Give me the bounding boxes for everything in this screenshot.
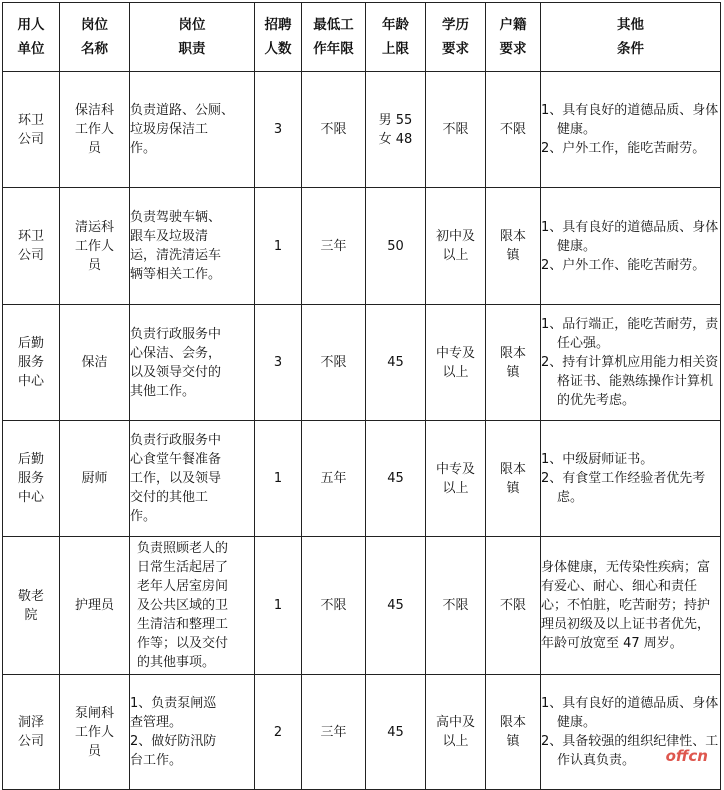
header-duty: 岗位 职责 [130,3,255,72]
cell-age: 45 [366,305,426,421]
cell-count: 3 [255,305,302,421]
cell-post: 护理员 [60,537,130,675]
cell-age: 45 [366,421,426,537]
cell-other: 身体健康，无传染性疾病；富有爱心、耐心、细心和责任心；不怕脏，吃苦耐劳；持护理员初级及以上证书者优先，年龄可放宽至 47 周岁。 [541,537,721,675]
cell-count: 3 [255,72,302,188]
cell-unit: 环卫 公司 [3,188,60,305]
cell-experience: 三年 [302,675,366,790]
header-age: 年龄 上限 [366,3,426,72]
cell-other: 1、品行端正，能吃苦耐劳，责任心强。 2、持有计算机应用能力相关资格证书、能熟练操作计算机的优先考虑。 [541,305,721,421]
cell-count: 1 [255,188,302,305]
cell-hukou: 限本 镇 [486,305,541,421]
cell-post: 保洁 [60,305,130,421]
table-row [3,537,721,675]
table-row [3,188,721,305]
cell-duty: 负责行政服务中 心食堂午餐准备 工作，以及领导 交付的其他工 作。 [130,421,255,537]
cell-unit: 环卫 公司 [3,72,60,188]
cell-other: 1、具有良好的道德品质、身体健康。 2、户外工作，能吃苦耐劳。 [541,72,721,188]
cell-unit: 洞泽 公司 [3,675,60,790]
cell-post: 清运科 工作人 员 [60,188,130,305]
cell-experience: 不限 [302,305,366,421]
cell-other: 1、中级厨师证书。 2、有食堂工作经验者优先考虑。 [541,421,721,537]
cell-education: 不限 [426,72,486,188]
cell-duty: 负责照顾老人的 日常生活起居了 老年人居室房间 及公共区域的卫 生清洁和整理工 作等；以及交付 的其他事项。 [130,537,255,675]
cell-other: 1、具有良好的道德品质、身体健康。 2、户外工作、能吃苦耐劳。 [541,188,721,305]
cell-unit: 后勤 服务 中心 [3,305,60,421]
header-unit: 用人 单位 [3,3,60,72]
table-row [3,72,721,188]
cell-post: 保洁科 工作人 员 [60,72,130,188]
cell-duty: 负责驾驶车辆、 跟车及垃圾清 运，清洗清运车 辆等相关工作。 [130,188,255,305]
cell-age: 男 55 女 48 [366,72,426,188]
cell-hukou: 不限 [486,537,541,675]
cell-education: 高中及 以上 [426,675,486,790]
cell-education: 中专及 以上 [426,421,486,537]
cell-hukou: 限本 镇 [486,675,541,790]
cell-duty: 负责道路、公厕、 垃圾房保洁工 作。 [130,72,255,188]
cell-unit: 后勤 服务 中心 [3,421,60,537]
header-row [3,3,721,72]
cell-count: 2 [255,675,302,790]
header-hukou: 户籍 要求 [486,3,541,72]
header-education: 学历 要求 [426,3,486,72]
header-experience: 最低工 作年限 [302,3,366,72]
cell-hukou: 限本 镇 [486,188,541,305]
cell-hukou: 限本 镇 [486,421,541,537]
cell-post: 泵闸科 工作人 员 [60,675,130,790]
offcn-watermark: offcn [665,747,708,765]
cell-experience: 五年 [302,421,366,537]
cell-count: 1 [255,537,302,675]
cell-experience: 三年 [302,188,366,305]
cell-age: 45 [366,537,426,675]
cell-age: 50 [366,188,426,305]
cell-experience: 不限 [302,537,366,675]
cell-other: 1、具有良好的道德品质、身体健康。 2、具备较强的组织纪律性、工作认真负责。 [541,675,721,790]
header-post: 岗位 名称 [60,3,130,72]
table-row [3,675,721,790]
cell-experience: 不限 [302,72,366,188]
cell-education: 初中及 以上 [426,188,486,305]
cell-duty: 负责行政服务中 心保洁、会务， 以及领导交付的 其他工作。 [130,305,255,421]
table-row [3,305,721,421]
cell-unit: 敬老 院 [3,537,60,675]
recruitment-table [2,2,721,790]
cell-age: 45 [366,675,426,790]
cell-count: 1 [255,421,302,537]
cell-education: 不限 [426,537,486,675]
header-count: 招聘 人数 [255,3,302,72]
cell-duty: 1、负责泵闸巡 查管理。 2、做好防汛防 台工作。 [130,675,255,790]
table-row [3,421,721,537]
header-other: 其他 条件 [541,3,721,72]
cell-hukou: 不限 [486,72,541,188]
cell-post: 厨师 [60,421,130,537]
cell-education: 中专及 以上 [426,305,486,421]
